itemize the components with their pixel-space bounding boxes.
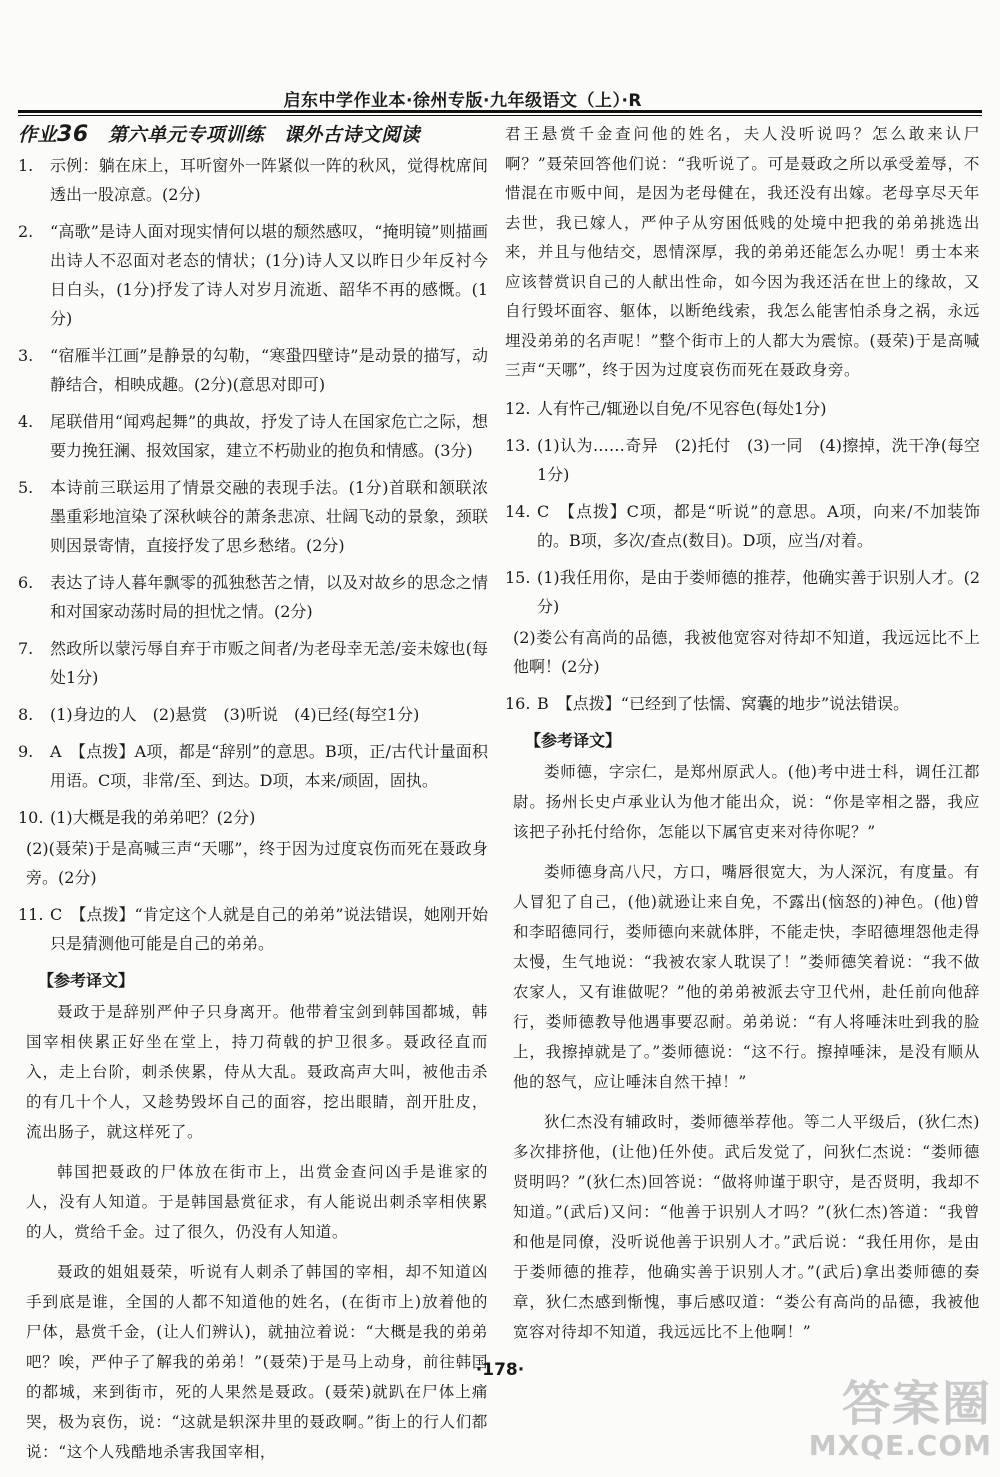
answer-item-13 — [505, 431, 980, 489]
translation-continued: 君王悬赏千金查问他的姓名，夫人没听说吗？怎么敢来认尸啊？”聂荣回答他们说：“我听说了。可是聂政之所以承受羞辱，不惜混在市贩中间，是因为老母健在，我还没有出嫁。老母享尽天年去世，我已嫁人，严仲子从穷困低贱的处境中把我的弟弟挑选出来，并且与他结交，恩情深厚，我的弟弟还能怎么办呢！勇士本来应该替赏识自己的人献出性命，如今因为我还活在世上的缘故，又自行毁坏面容、躯体，以断绝线索，我怎么能害怕杀身之祸，永远埋没弟弟的名声呢！”整个街市上的人都大为震惊。(聂荣)于是高喊三声“天哪”，终于因为过度哀伤而死在聂政身旁。 — [505, 125, 980, 379]
item-text: 表达了诗人暮年飘零的孤独愁苦之情，以及对故乡的思念之情和对国家动荡时局的担忧之情。(2分) — [50, 573, 488, 621]
answer-item-7 — [18, 634, 488, 692]
translation-paragraph: 娄师德，字宗仁，是郑州原武人。(他)考中进士科，调任江都尉。扬州长史卢承业认为他才能出众，说：“你是宰相之器，我应该把子孙托付给你，怎能以下属官吏来对待你呢？” — [513, 762, 980, 841]
translation-paragraph: 狄仁杰没有辅政时，娄师德举荐他。等二人平级后，(狄仁杰)多次排挤他，(让他)任外使。武后发觉了，问狄仁杰说：“娄师德贤明吗？”(狄仁杰)回答说：“做将帅谨于职守，是否贤明，我却不知道。”(武后)又问：“他善于识别人才吗？”(狄仁杰)答道：“我曾和他是同僚，没听说他善于识别人才。”武后说：“我任用你，是由于娄师德的推荐，他确实善于识别人才。”(武后)拿出娄师德的奏章，狄仁杰感到惭愧，事后感叹道：“娄公有高尚的品德，我被他宽容对待却不知道，我远远比不上他啊！” — [513, 1112, 980, 1341]
answer-item-10 — [18, 803, 488, 832]
answer-item-15 — [505, 563, 980, 621]
item-text: (1)我任用你，是由于娄师德的推荐，他确实善于识别人才。(2分) — [537, 567, 980, 616]
item-text: (1)大概是我的弟弟吧？(2分) — [50, 808, 256, 827]
answer-item-10-part2: (2)(聂荣)于是高喊三声“天哪”，终于因为过度哀伤而死在聂政身旁。(2分) — [26, 839, 488, 887]
answer-item-2 — [18, 217, 488, 333]
reference-translation-title: 【参考译文】 — [38, 971, 135, 990]
answer-item-5 — [18, 473, 488, 560]
translation-paragraph: 娄师德身高八尺，方口，嘴唇很宽大，为人深沉，有度量。有人冒犯了自己，(他)就逊让来自免，不露出(恼怒的)神色。(他)曾和李昭德同行，娄师德向来就体胖，不能走快，李昭德埋怨他走得太慢，生气地说：“我被农家人耽误了！”娄师德笑着说：“我不做农家人，又有谁做呢？”他的弟弟被派去守卫代州，赴任前向他辞行，娄师德教导他遇事要忍耐。弟弟说：“有人将唾沫吐到我的脸上，我擦掉就是了。”娄师德说：“这不行。擦掉唾沫，是没有顺从他的怒气，应让唾沫自然干掉！” — [513, 862, 980, 1091]
header-rule-thin — [18, 115, 982, 116]
item-text: A 【点拨】A项，都是“辞别”的意思。B项，正/古代计量面积用语。C项，非常/至、到达。D项，本来/顽固，固执。 — [50, 742, 488, 790]
answer-item-6 — [18, 568, 488, 626]
answer-item-16 — [505, 689, 980, 718]
answer-item-1 — [18, 151, 488, 209]
translation-paragraph: 聂政的姐姐聂荣，听说有人刺杀了韩国的宰相，却不知道凶手到底是谁，全国的人都不知道他的姓名，(在街市上)放着他的尸体，悬赏千金，(让人们辨认)，就抽泣着说：“大概是我的弟弟吧？唉，严仲子了解我的弟弟！”(聂荣)于是马上动身，前往韩国的都城，来到街市，死的人果然是聂政。(聂荣)就趴在尸体上痛哭，极为哀伤，说：“这就是轵深井里的聂政啊。”街上的行人们都说：“这个人残酷地杀害我国宰相， — [26, 1263, 488, 1461]
item-text: 然政所以蒙污辱自弃于市贩之间者/为老母幸无恙/妾未嫁也(每处1分) — [50, 639, 488, 687]
item-text: (1)认为……奇异 (2)托付 (3)一同 (4)擦掉，洗干净(每空1分) — [537, 435, 980, 484]
item-text: “高歌”是诗人面对现实情何以堪的颓然感叹，“掩明镜”则描画出诗人不忍面对老态的情状；(1分)诗人又以昨日少年反衬今日白头，(1分)抒发了诗人对岁月流逝、韶华不再的感慨。(1分) — [50, 222, 488, 328]
translation-paragraph: 韩国把聂政的尸体放在街市上，出赏金查问凶手是谁家的人，没有人知道。于是韩国悬赏征求，有人能说出刺杀宰相侠累的人，赏给千金。过了很久，仍没有人知道。 — [26, 1163, 488, 1241]
item-number: 8. — [18, 705, 34, 724]
item-number: 1. — [18, 156, 34, 175]
item-text: 人有忤己/辄逊以自免/不见容色(每处1分) — [537, 398, 827, 418]
right-column — [505, 120, 980, 1357]
item-number: 15. — [505, 567, 531, 587]
watermark-logo — [809, 1377, 992, 1461]
section-number: 36 — [57, 122, 89, 147]
watermark-sub-text: MXQE.COM — [808, 1429, 992, 1462]
answer-item-14 — [505, 497, 980, 555]
watermark-main-text: 答案圈 — [841, 1376, 992, 1432]
item-number: 5. — [18, 478, 34, 497]
item-number: 3. — [18, 346, 34, 365]
section-title — [18, 120, 488, 150]
answer-item-4 — [18, 407, 488, 465]
answer-item-15-part2: (2)娄公有高尚的品德，我被他宽容对待却不知道，我远远比不上他啊！(2分) — [513, 627, 980, 676]
item-text: “宿雁半江画”是静景的勾勒，“寒蛩四壁诗”是动景的描写，动静结合，相映成趣。(2分)(意思对即可) — [50, 346, 488, 394]
item-number: 2. — [18, 222, 34, 241]
item-text: 尾联借用“闻鸡起舞”的典故，抒发了诗人在国家危亡之际，想要力挽狂澜、报效国家，建立不朽勋业的抱负和情感。(3分) — [50, 412, 488, 460]
answer-item-9 — [18, 737, 488, 795]
section-heading: 第六单元专项训练 课外古诗文阅读 — [108, 124, 421, 146]
answer-item-3 — [18, 341, 488, 399]
section-prefix: 作业 — [18, 124, 58, 146]
item-number: 13. — [505, 435, 531, 455]
reference-translation-title: 【参考译文】 — [525, 730, 622, 750]
item-text: C 【点拨】“肯定这个人就是自己的弟弟”说法错误，她刚开始只是猜测他可能是自己的弟弟。 — [50, 905, 488, 953]
page-header — [18, 86, 982, 110]
item-number: 12. — [505, 398, 531, 418]
translation-paragraph: 聂政于是辞别严仲子只身离开。他带着宝剑到韩国都城，韩国宰相侠累正好坐在堂上，持刀荷戟的护卫很多。聂政径直而入，走上台阶，刺杀侠累，侍从大乱。聂政高声大叫，被他击杀的有几十个人，又趁势毁坏自己的面容，挖出眼睛，剖开肚皮，流出肠子，就这样死了。 — [26, 1003, 488, 1141]
item-number: 14. — [505, 501, 531, 521]
item-number: 9. — [18, 742, 34, 761]
item-number: 10. — [18, 808, 44, 827]
answer-item-11 — [18, 900, 488, 958]
item-text: 本诗前三联运用了情景交融的表现手法。(1分)首联和颔联浓墨重彩地渲染了深秋峡谷的萧条悲凉、壮阔飞动的景象，颈联则因景寄情，直接抒发了思乡愁绪。(2分) — [50, 478, 488, 555]
item-text: 示例：躺在床上，耳听窗外一阵紧似一阵的秋风，觉得枕席间透出一股凉意。(2分) — [50, 156, 488, 204]
item-number: 16. — [505, 693, 531, 713]
answer-item-8 — [18, 700, 488, 729]
item-number: 6. — [18, 573, 34, 592]
header-rule-thick — [18, 110, 982, 113]
page-number: ·178· — [475, 1360, 525, 1380]
item-text: (1)身边的人 (2)悬赏 (3)听说 (4)已经(每空1分) — [50, 705, 420, 724]
item-number: 11. — [18, 905, 44, 924]
item-text: C 【点拨】C项，都是“听说”的意思。A项，向来/不加装饰的。B项，多次/查点(数目)。D项，应当/对着。 — [537, 501, 980, 550]
left-column — [18, 120, 488, 1477]
answer-item-12 — [505, 394, 980, 423]
item-number: 7. — [18, 639, 34, 658]
running-title: 启东中学作业本·徐州专版·九年级语文（上）·R — [283, 91, 642, 111]
item-text: B 【点拨】“已经到了怯懦、窝囊的地步”说法错误。 — [537, 693, 910, 713]
item-number: 4. — [18, 412, 34, 431]
